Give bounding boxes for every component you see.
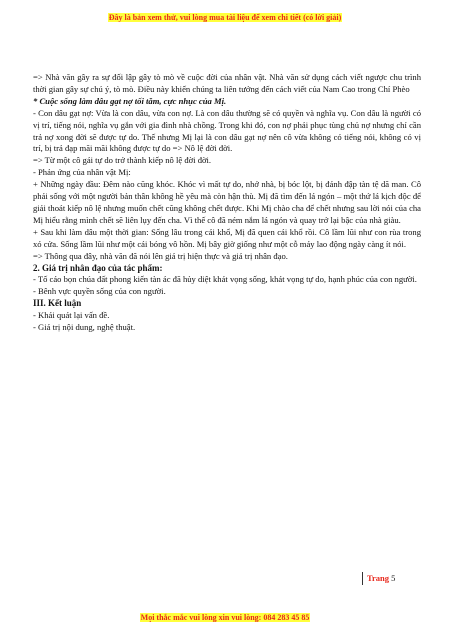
paragraph: - Tố cáo bọn chúa đất phong kiến tàn ác đã hủy diệt khát vọng sống, khát vọng tự do, hạnh phúc của con người. — [33, 274, 417, 285]
section-heading-2: 2. Giá trị nhân đạo của tác phẩm: — [33, 262, 163, 273]
paragraph: - Con dâu gạt nợ: Vừa là con dâu, vừa con nợ. Là con dâu thường sẽ có quyền và nghĩa vụ. Con dâu là người có vị trí, tiếng nói, nghĩa vụ gắn với gia đình nhà chồng. Trong khi đó, con nợ phải phục tùng chủ nợ nhưng chỉ cần trả nợ xong đời sẽ được tự do. Thế nhưng Mị lại là con dâu gạt nợ nên cô vừa không có tiếng nói, không có vị trí, bị trả đạp mãi mãi không được tự do => Nô lệ đời đời. — [33, 107, 421, 154]
page-number-value: 5 — [391, 573, 396, 583]
paragraph: => Từ một cô gái tự do trở thành kiếp nô lệ đời đời. — [33, 155, 212, 166]
paragraph: => Nhà văn gây ra sự đối lập gây tò mò về cuộc đời của nhân vật. Nhà văn sử dụng cách viết ngược chu trình thời gian gây sự chú ý, tò mò. Điều này khiến chúng ta liên tưởng đến cách viết của Nam Cao trong Chí Phèo — [33, 72, 421, 94]
paragraph: - Khái quát lại vấn đề. — [33, 310, 110, 321]
section-heading-3: III. Kết luận — [33, 298, 82, 309]
page-label: Trang — [367, 573, 390, 583]
contact-footer-text: Mọi thắc mắc vui lòng xin vui lòng: 084 283 45 85 — [140, 613, 310, 622]
paragraph: + Sau khi làm dâu một thời gian: Sống lâu trong cái khổ, Mị đã quen cái khổ rồi. Cô lầm lũi như con rùa trong xó cửa. Sống lầm lũi như một cái bóng vô hồn. Mị bây giờ giống như một cỗ máy lao động ngày càng ít nói. — [33, 226, 421, 249]
contact-footer — [0, 613, 450, 622]
preview-notice-text: Đây là bản xem thử, vui lòng mua tài liệu để xem chi tiết (có lời giải) — [108, 13, 342, 22]
paragraph: - Bênh vực quyền sống của con người. — [33, 286, 166, 297]
paragraph: - Phản ứng của nhân vật Mị: — [33, 167, 131, 178]
paragraph: + Những ngày đầu: Đêm nào cũng khóc. Khóc vì mất tự do, nhớ nhà, bị bóc lột, bị đánh đập tàn tệ dã man. Cô phải sống với một người bản thân không hề yêu mà còn hận thù. Mị đã tìm đến lá ngón – một thứ lá kịch độc để giải thoát kiếp nô lệ nhưng muốn chết cũng không chết được. Khi Mị chào cha để chết nhưng sau lời nói của cha Mị hiểu rằng mình chết sẽ liên lụy đến cha. Vì thế cô đã ném nắm lá ngón và quay trở lại bậc của nhà giàu. — [33, 179, 421, 225]
section-subheading: * Cuộc sống làm dâu gạt nợ tối tăm, cực nhục của Mị. — [33, 95, 227, 106]
page-number — [362, 572, 395, 585]
paragraph: => Thông qua đây, nhà văn đã nói lên giá trị hiện thực và giá trị nhân đạo. — [33, 250, 288, 261]
document-body — [33, 72, 421, 334]
preview-notice-banner — [0, 13, 450, 22]
paragraph: - Giá trị nội dung, nghệ thuật. — [33, 322, 136, 333]
